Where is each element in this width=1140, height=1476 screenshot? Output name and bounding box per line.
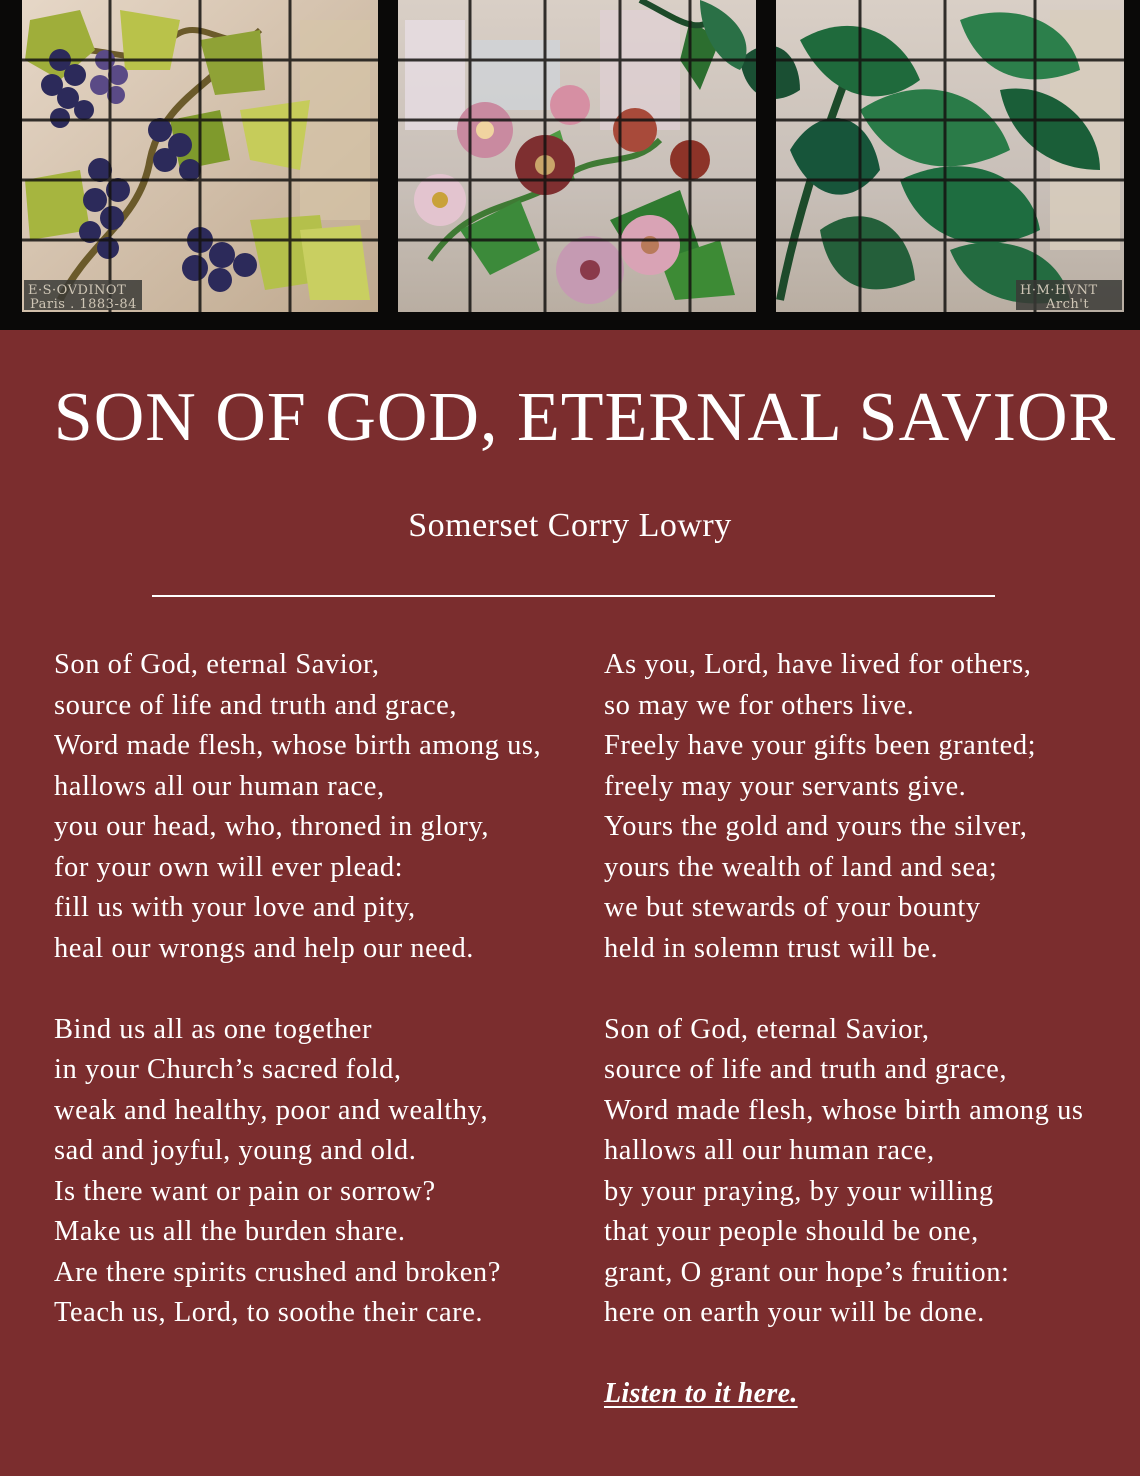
lyric-line: we but stewards of your bounty xyxy=(604,892,981,923)
lyric-line: Yours the gold and yours the silver, xyxy=(604,811,1028,842)
lyrics-column-left xyxy=(54,645,584,1374)
lyric-line: Make us all the burden share. xyxy=(54,1216,406,1247)
lyric-line: hallows all our human race, xyxy=(604,1135,935,1166)
lyric-line: here on earth your will be done. xyxy=(604,1297,985,1328)
lyrics-column-right xyxy=(604,645,1134,1374)
lyric-line: that your people should be one, xyxy=(604,1216,979,1247)
author-name: Somerset Corry Lowry xyxy=(408,507,732,544)
lyric-line: sad and joyful, young and old. xyxy=(54,1135,417,1166)
lyric-line: Word made flesh, whose birth among us xyxy=(604,1094,1084,1126)
lyric-line: for your own will ever plead: xyxy=(54,851,404,883)
listen-link[interactable]: Listen to it here. xyxy=(604,1378,798,1409)
signature-right-line-2: Arch't xyxy=(1046,297,1090,312)
lyric-line: so may we for others live. xyxy=(604,689,915,721)
stained-glass-banner xyxy=(0,0,1140,330)
lyric-line: Son of God, eternal Savior, xyxy=(604,1013,930,1045)
lyric-line: weak and healthy, poor and wealthy, xyxy=(54,1094,489,1126)
lyric-line: Are there spirits crushed and broken? xyxy=(54,1256,501,1288)
lyric-line: grant, O grant our hope’s fruition: xyxy=(604,1256,1010,1288)
lyric-line: heal our wrongs and help our need. xyxy=(54,932,474,964)
lyric-line: Bind us all as one together xyxy=(54,1013,372,1045)
stanza-4 xyxy=(604,1010,1134,1334)
stained-glass-window-image xyxy=(0,0,1140,330)
signature-left-line-1: E·S·OVDINOT xyxy=(28,283,127,298)
lyric-line: yours the wealth of land and sea; xyxy=(604,851,998,883)
lyric-line: by your praying, by your willing xyxy=(604,1175,994,1207)
stanza-2 xyxy=(54,1010,584,1334)
lyric-line: Freely have your gifts been granted; xyxy=(604,730,1037,761)
lyric-line: hallows all our human race, xyxy=(54,770,385,802)
lyric-line: you our head, who, throned in glory, xyxy=(54,811,490,842)
lyric-line: source of life and truth and grace, xyxy=(604,1054,1008,1085)
lyric-line: freely may your servants give. xyxy=(604,770,967,802)
lyric-line: held in solemn trust will be. xyxy=(604,932,939,964)
lyric-line: Teach us, Lord, to soothe their care. xyxy=(54,1297,484,1328)
lyric-line: Word made flesh, whose birth among us, xyxy=(54,730,542,761)
stanza-1 xyxy=(54,645,584,969)
lyric-line: Is there want or pain or sorrow? xyxy=(54,1175,436,1207)
lyric-line: As you, Lord, have lived for others, xyxy=(604,649,1032,680)
lyric-line: in your Church’s sacred fold, xyxy=(54,1054,402,1085)
page-title: SON OF GOD, ETERNAL SAVIOR xyxy=(53,379,1117,456)
lyric-line: Son of God, eternal Savior, xyxy=(54,649,380,680)
stanza-3 xyxy=(604,645,1134,969)
lyric-line: source of life and truth and grace, xyxy=(54,689,458,721)
signature-right-line-1: H·M·HVNT xyxy=(1020,283,1098,298)
lyric-line: fill us with your love and pity, xyxy=(54,892,416,923)
signature-left-line-2: Paris . 1883-84 xyxy=(30,297,137,312)
divider xyxy=(152,595,995,597)
